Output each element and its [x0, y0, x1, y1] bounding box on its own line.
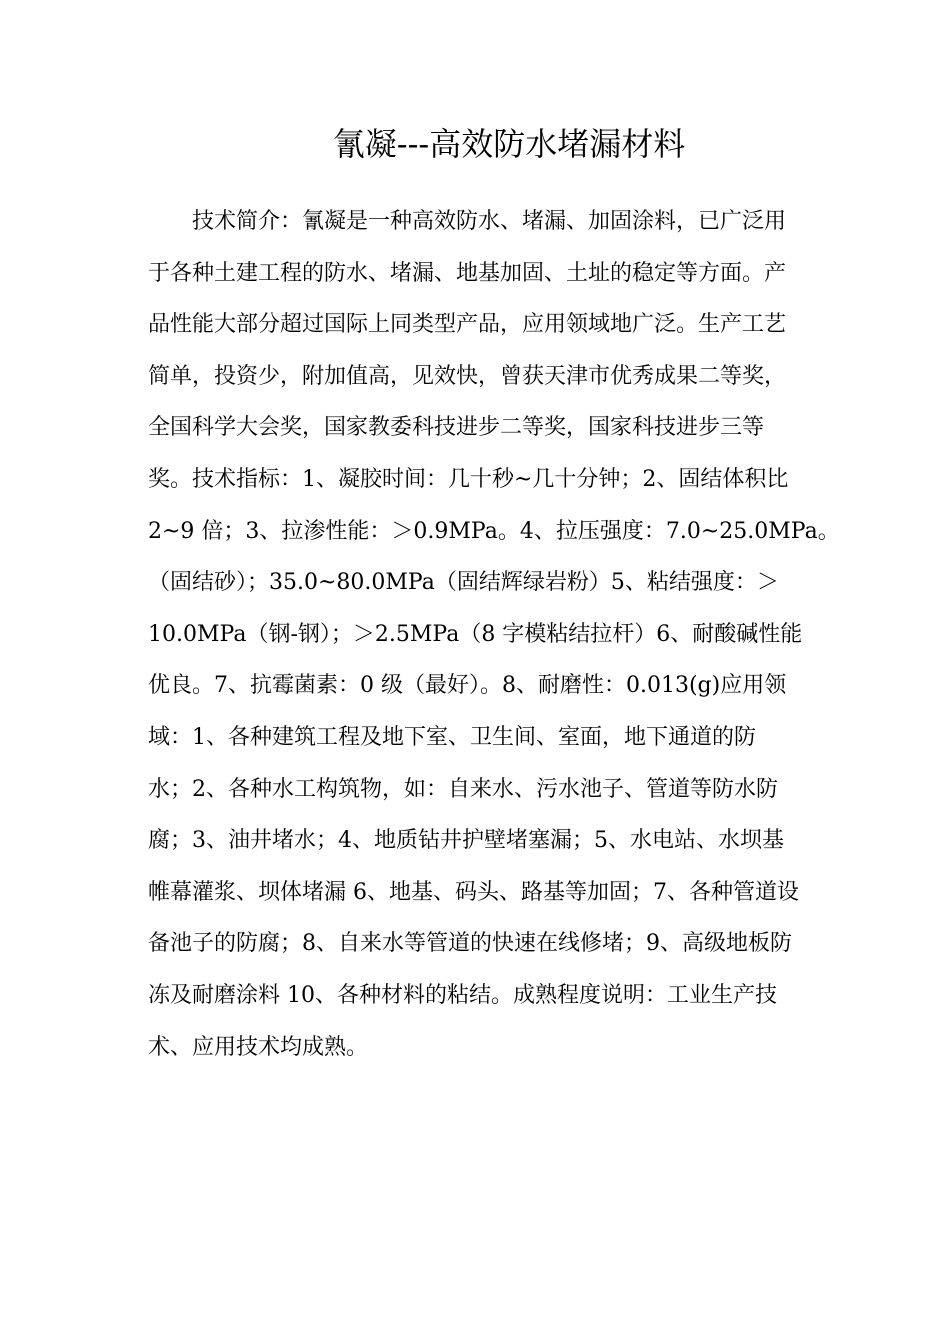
- body-line: 2~9 倍；3、拉渗性能：＞0.9MPa。4、拉压强度：7.0~25.0MPa。: [148, 518, 840, 544]
- body-line: 水；2、各种水工构筑物，如：自来水、污水池子、管道等防水防: [148, 776, 778, 802]
- body-line: 10.0MPa（钢-钢）；＞2.5MPa（8 字模粘结拉杆）6、耐酸碱性能: [148, 621, 803, 647]
- document-body: [148, 196, 840, 1073]
- body-line: 备池子的防腐；8、自来水等管道的快速在线修堵；9、高级地板防: [148, 931, 792, 957]
- document-title: 氰凝---高效防水堵漏材料: [332, 125, 686, 163]
- body-line: 腐；3、油井堵水；4、地质钻井护壁堵塞漏；5、水电站、水坝基: [148, 828, 784, 854]
- body-line: 于各种土建工程的防水、堵漏、地基加固、土址的稳定等方面。产: [148, 260, 787, 286]
- body-line: 简单，投资少，附加值高，见效快，曾获天津市优秀成果二等奖，: [148, 363, 787, 389]
- body-line: 术、应用技术均成熟。: [148, 1034, 369, 1060]
- body-line: 帷幕灌浆、坝体堵漏 6、地基、码头、路基等加固；7、各种管道设: [148, 879, 799, 905]
- body-line: （固结砂）；35.0~80.0MPa（固结辉绿岩粉）5、粘结强度：＞: [148, 570, 779, 596]
- body-line: 域：1、各种建筑工程及地下室、卫生间、室面，地下通道的防: [148, 724, 756, 750]
- body-line: 品性能大部分超过国际上同类型产品，应用领域地广泛。生产工艺: [148, 312, 787, 338]
- body-line: 优良。7、抗霉菌素：0 级（最好）。8、耐磨性：0.013(g)应用领: [148, 673, 787, 699]
- body-line: 技术简介：氰凝是一种高效防水、堵漏、加固涂料，已广泛用: [192, 209, 787, 234]
- body-line: 冻及耐磨涂料 10、各种材料的粘结。成熟程度说明：工业生产技: [148, 982, 777, 1008]
- body-line: 全国科学大会奖，国家教委科技进步二等奖，国家科技进步三等: [148, 415, 765, 441]
- body-line: 奖。技术指标：1、凝胶时间：几十秒~几十分钟；2、固结体积比: [148, 466, 789, 492]
